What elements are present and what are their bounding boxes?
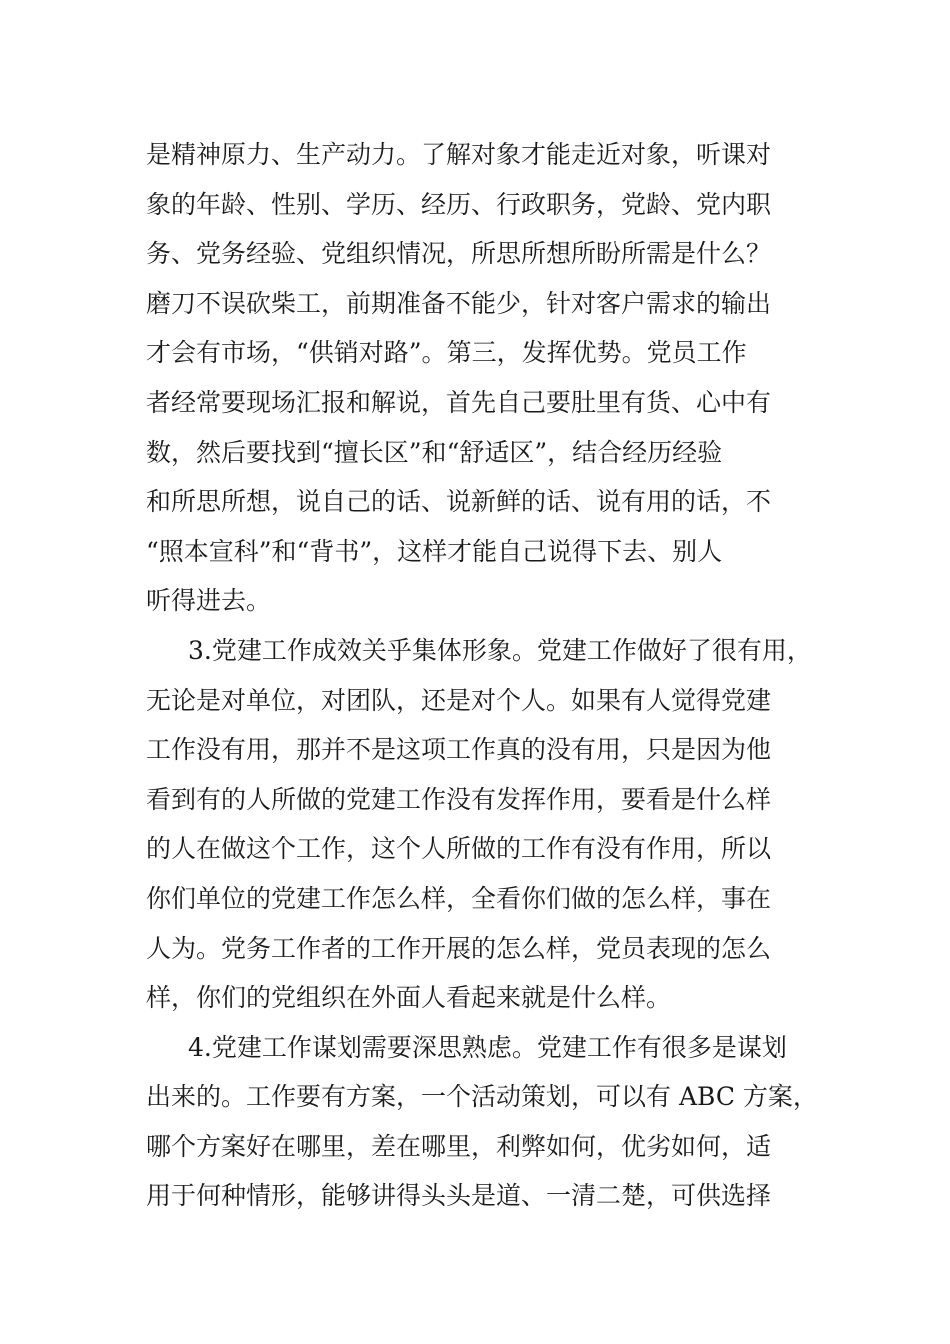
text-line: 和所思所想，说自己的话、说新鲜的话、说有用的话，不 xyxy=(146,487,772,517)
text-line: 务、党务经验、党组织情况，所思所想所盼所需是什么？ xyxy=(146,239,772,269)
text-line: 用于何种情形，能够讲得头头是道、一清二楚，可供选择 xyxy=(146,1181,772,1211)
text-line: 你们单位的党建工作怎么样，全看你们做的怎么样，事在 xyxy=(146,883,772,913)
text-line: 数，然后要找到“擅长区”和“舒适区”，结合经历经验 xyxy=(146,437,723,467)
body-text xyxy=(146,130,826,1221)
paragraph-3-party-building-image xyxy=(146,626,826,1023)
text-line: 看到有的人所做的党建工作没有发挥作用，要看是什么样 xyxy=(146,784,772,814)
text-line: 磨刀不误砍柴工，前期准备不能少，针对客户需求的输出 xyxy=(146,288,772,318)
text-line: 哪个方案好在哪里，差在哪里，利弊如何，优劣如何，适 xyxy=(146,1131,772,1161)
text-line: 的人在做这个工作，这个人所做的工作有没有作用，所以 xyxy=(146,834,772,864)
paragraph-continued xyxy=(146,130,826,626)
text-line: 无论是对单位，对团队，还是对个人。如果有人觉得党建 xyxy=(146,685,772,715)
paragraph-4-party-building-planning xyxy=(146,1023,826,1221)
text-line: 4.党建工作谋划需要深思熟虑。党建工作有很多是谋划 xyxy=(188,1032,787,1062)
text-line: 样，你们的党组织在外面人看起来就是什么样。 xyxy=(146,983,672,1013)
text-line: 工作没有用，那并不是这项工作真的没有用，只是因为他 xyxy=(146,735,772,765)
text-line: 象的年龄、性别、学历、经历、行政职务，党龄、党内职 xyxy=(146,189,772,219)
text-line: 3.党建工作成效关乎集体形象。党建工作做好了很有用， xyxy=(188,635,812,665)
text-line: 人为。党务工作者的工作开展的怎么样，党员表现的怎么 xyxy=(146,933,772,963)
text-line: 是精神原力、生产动力。了解对象才能走近对象，听课对 xyxy=(146,140,772,169)
text-line: 听得进去。 xyxy=(146,586,272,616)
text-line: 出来的。工作要有方案，一个活动策划，可以有 ABC 方案， xyxy=(146,1082,818,1112)
text-line: “照本宣科”和“背书”，这样才能自己说得下去、别人 xyxy=(146,536,723,566)
text-line: 才会有市场，“供销对路”。第三，发挥优势。党员工作 xyxy=(146,338,747,368)
text-line: 者经常要现场汇报和解说，首先自己要肚里有货、心中有 xyxy=(146,387,772,417)
